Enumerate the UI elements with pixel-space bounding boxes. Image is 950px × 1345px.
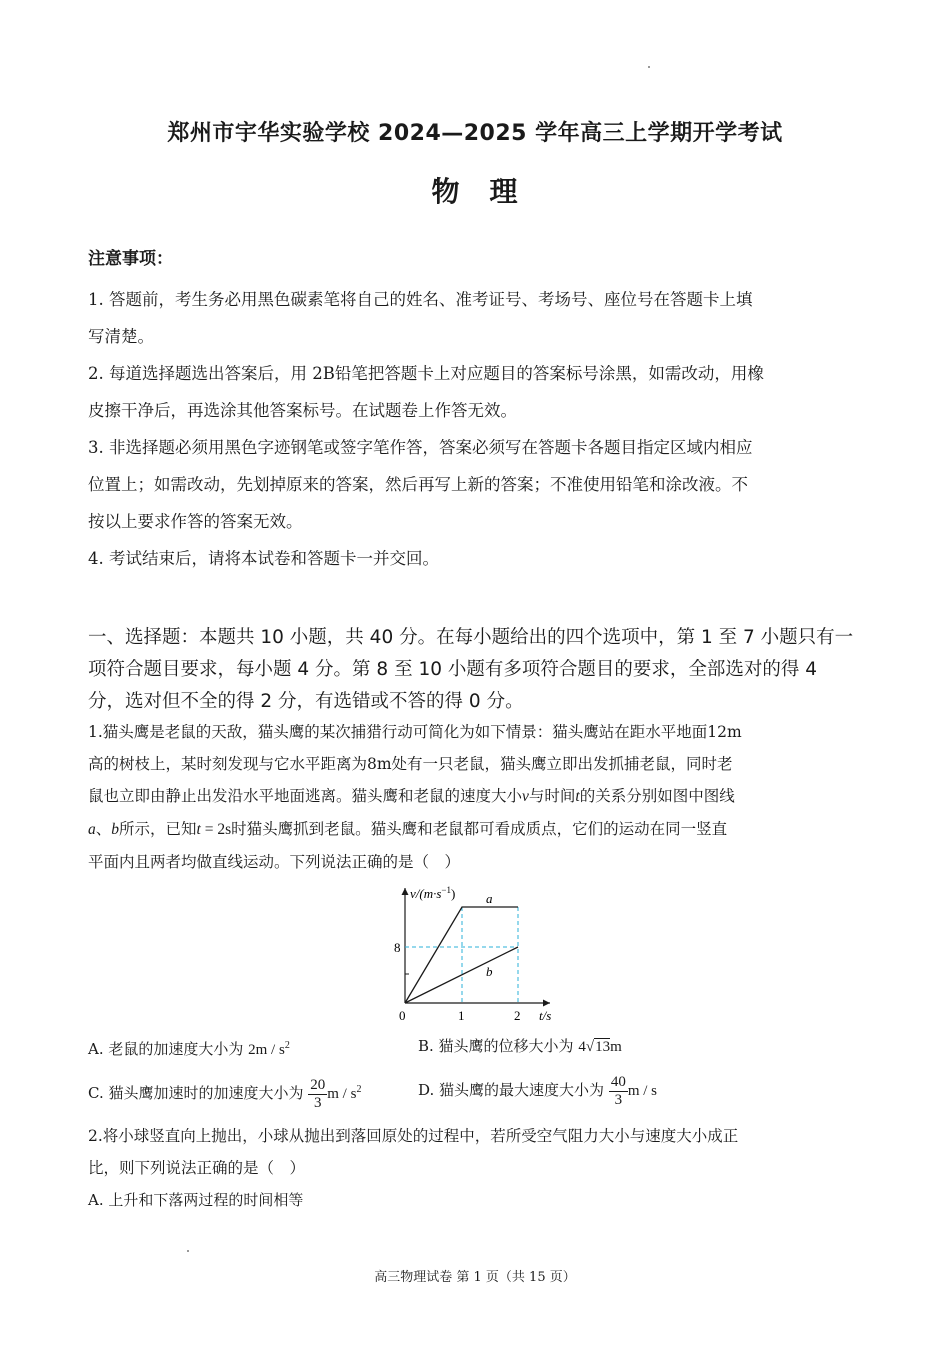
velocity-time-graph [372, 876, 562, 1026]
notice-item-2-line-1: 2. 每道选择题选出答案后，用 2B铅笔把答题卡上对应题目的答案标号涂黑，如需改动，用橡 [88, 364, 764, 383]
subject-title: 物 理 [431, 175, 519, 208]
section-line-1: 一、选择题：本题共 10 小题，共 40 分。在每小题给出的四个选项中，第 1 至 7 小题只有一 [88, 627, 854, 648]
q1-line-5: 平面内且两者均做直线运动。下列说法正确的是（ ） [88, 853, 461, 871]
y-tick-label-8: 8 [394, 940, 401, 955]
notice-item-3-line-2: 位置上；如需改动，先划掉原来的答案，然后再写上新的答案；不准使用铅笔和涂改液。不 [88, 475, 748, 494]
page-footer: 高三物理试卷 第 1 页（共 15 页） [374, 1270, 576, 1285]
q1-line-4: a、b所示，已知t = 2s时猫头鹰抓到老鼠。猫头鹰和老鼠都可看成质点，它们的运动在同一竖直 [88, 820, 728, 838]
curve-b-label: b [486, 964, 493, 979]
q1-option-b: B. 猫头鹰的位移大小为 4√13m [418, 1037, 622, 1055]
notice-list [88, 281, 868, 577]
q2-line-1: 2.将小球竖直向上抛出，小球从抛出到落回原处的过程中，若所受空气阻力大小与速度大小成正 [88, 1127, 739, 1145]
notice-item-1-line-1: 1. 答题前，考生务必用黑色碳素笔将自己的姓名、准考证号、考场号、座位号在答题卡上填 [88, 290, 753, 309]
q2-option-a: A. 上升和下落两过程的时间相等 [88, 1191, 304, 1209]
origin-label: 0 [399, 1008, 406, 1023]
notice-item-3-line-1: 3. 非选择题必须用黑色字迹钢笔或签字笔作答，答案必须写在答题卡各题目指定区域内相应 [88, 438, 753, 457]
section-line-2: 项符合题目要求，每小题 4 分。第 8 至 10 小题有多项符合题目的要求，全部选对的得 4 [88, 659, 818, 680]
exam-title: 郑州市宇华实验学校 2024—2025 学年高三上学期开学考试 [167, 121, 783, 146]
q2-line-2: 比，则下列说法正确的是（ ） [88, 1159, 306, 1177]
section-one-instructions [88, 622, 878, 718]
notice-item-2-line-2: 皮擦干净后，再选涂其他答案标号。在试题卷上作答无效。 [88, 401, 517, 420]
x-axis-label: t/s [539, 1008, 552, 1023]
notice-heading: 注意事项： [88, 249, 173, 269]
question-2 [88, 1120, 868, 1216]
scan-dot [648, 66, 650, 68]
y-axis-label: $v/(m\cdot s^{-1})$ [410, 885, 456, 901]
q1-option-a: A. 老鼠的加速度大小为 $2m / s^2$ [88, 1040, 290, 1058]
section-line-3: 分，选对但不全的得 2 分，有选错或不答的得 0 分。 [88, 691, 524, 712]
x-tick-label-2: 2 [514, 1008, 521, 1023]
curve-a-label: a [486, 891, 493, 906]
q1-line-2: 高的树枝上，某时刻发现与它水平距离为8m处有一只老鼠，猫头鹰立即出发抓捕老鼠，同时老 [88, 755, 733, 773]
scan-dot [187, 1250, 189, 1252]
notice-item-3-line-3: 按以上要求作答的答案无效。 [88, 512, 303, 531]
question-1 [88, 716, 868, 878]
notice-item-4: 4. 考试结束后，请将本试卷和答题卡一并交回。 [88, 549, 439, 568]
q1-option-c: C. 猫头鹰加速时的加速度大小为 $\frac{20}{3}$ m / $s^2$ [88, 1076, 362, 1111]
q1-option-d: D. 猫头鹰的最大速度大小为 $\frac{40}{3}$ m / s [418, 1073, 657, 1108]
notice-item-1-line-2: 写清楚。 [88, 327, 154, 346]
q1-line-1: 1.猫头鹰是老鼠的天敌，猫头鹰的某次捕猎行动可简化为如下情景：猫头鹰站在距水平地面12m [88, 723, 742, 741]
x-tick-label-1: 1 [458, 1008, 465, 1023]
q1-line-3: 鼠也立即由静止出发沿水平地面逃离。猫头鹰和老鼠的速度大小v与时间t的关系分别如图中图线 [88, 787, 735, 805]
